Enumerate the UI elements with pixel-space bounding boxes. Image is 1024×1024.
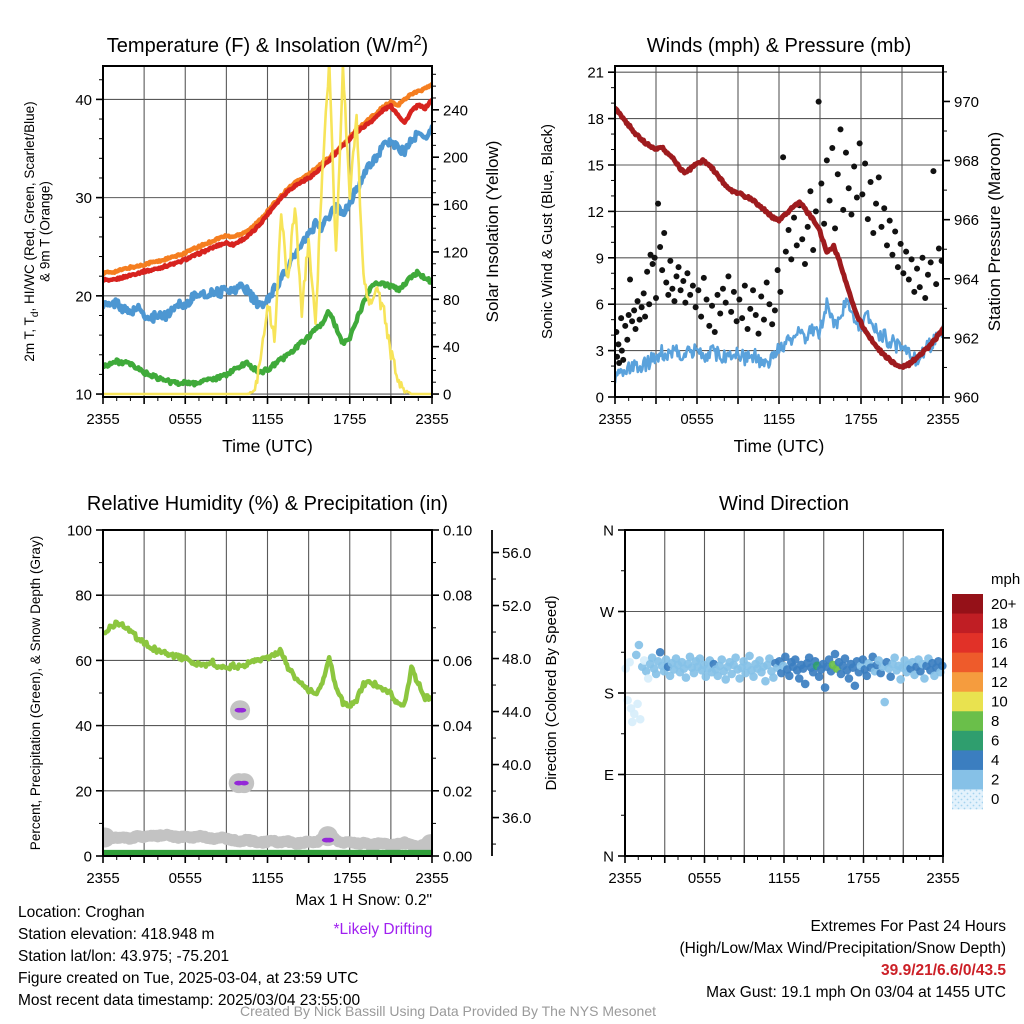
left-tick-label: 100 xyxy=(66,522,92,540)
chart-title: Wind Direction xyxy=(718,493,850,515)
right-tick-label: 960 xyxy=(954,389,980,407)
footer-latlon: Station lat/lon: 43.975; -75.201 xyxy=(18,948,230,965)
x-tick-label: 0555 xyxy=(168,411,202,428)
x-tick-label: 0555 xyxy=(680,411,714,428)
left-tick-label: 80 xyxy=(75,587,92,605)
left-tick-label: 40 xyxy=(75,91,92,109)
extremes-subtitle: (High/Low/Max Wind/Precipitation/Snow Depth) xyxy=(679,940,1006,957)
left-tick-label: 10 xyxy=(75,386,92,404)
third-tick-label: 56.0 xyxy=(502,545,532,563)
left-axis-title: 2m T, $T_d$, HI/WC (Red, Green, Scarlet/Blue) xyxy=(22,101,41,362)
right-tick-label: 240 xyxy=(443,102,469,120)
left-tick-label: 0 xyxy=(83,848,92,866)
third-tick-label: 52.0 xyxy=(502,598,532,616)
left-tick-label: 40 xyxy=(75,718,92,736)
colorbar-label: 12 xyxy=(991,673,1008,691)
right-tick-label: 40 xyxy=(443,339,460,357)
x-tick-label: 2355 xyxy=(86,411,120,428)
right-tick-label: 970 xyxy=(954,93,980,111)
left-tick-label: 60 xyxy=(75,652,92,670)
x-tick-label: 0555 xyxy=(168,870,202,887)
x-tick-label: 1755 xyxy=(333,870,367,887)
third-tick-label: 40.0 xyxy=(502,757,532,775)
x-tick-label: 1155 xyxy=(767,870,801,887)
left-tick-label: 9 xyxy=(595,250,604,268)
x-tick-label: 0555 xyxy=(687,870,722,887)
x-tick-label: 2355 xyxy=(86,870,120,887)
x-tick-label: 2355 xyxy=(926,870,960,887)
right-tick-label: 120 xyxy=(443,244,469,262)
max-snow-label: Max 1 H Snow: 0.2" xyxy=(295,892,432,909)
speed-colorbar xyxy=(952,571,1020,810)
x-tick-label: 2355 xyxy=(926,411,960,428)
extremes-values: 39.9/21/6.6/0/43.5 xyxy=(881,962,1006,979)
footer-location: Location: Croghan xyxy=(18,904,145,921)
credit-line: Created By Nick Bassill Using Data Provided By The NYS Mesonet xyxy=(239,1003,657,1019)
right-tick-label: 968 xyxy=(954,153,980,171)
footer-elevation: Station elevation: 418.948 m xyxy=(18,926,215,943)
right-tick-label: 966 xyxy=(954,212,980,230)
colorbar-label: 4 xyxy=(991,752,1000,770)
colorbar-label: 0 xyxy=(991,791,1000,809)
left-axis-title: Sonic Wind & Gust (Blue, Black) xyxy=(539,123,556,340)
wind-direction-chart xyxy=(543,493,1020,887)
left-axis-title: & 9m T (Orange) xyxy=(37,181,53,282)
left-axis-title: Percent, Precipitation (Green), & Snow Depth (Gray) xyxy=(28,535,43,851)
extremes-title: Extremes For Past 24 Hours xyxy=(810,918,1006,935)
right-tick-label: 0.06 xyxy=(443,652,473,670)
right-tick-label: 0.00 xyxy=(443,848,473,866)
footer-created: Figure created on Tue, 2025-03-04, at 23:59 UTC xyxy=(18,970,359,987)
humidity-precip-chart xyxy=(28,493,531,887)
colorbar-label: 20+ xyxy=(991,595,1017,613)
x-tick-label: 1155 xyxy=(251,870,284,887)
left-tick-label: N xyxy=(603,522,614,540)
right-tick-label: 962 xyxy=(954,330,980,348)
x-tick-label: 1155 xyxy=(251,411,284,428)
right-tick-label: 0.04 xyxy=(443,718,473,736)
x-tick-label: 2355 xyxy=(415,870,449,887)
x-tick-label: 1755 xyxy=(846,870,881,887)
left-tick-label: 20 xyxy=(75,288,92,306)
x-tick-label: 1155 xyxy=(762,411,796,428)
right-tick-label: 0.02 xyxy=(443,783,473,801)
colorbar-label: 14 xyxy=(991,654,1008,672)
colorbar-label: 6 xyxy=(991,732,1000,750)
left-tick-label: 3 xyxy=(595,343,604,361)
footer-timestamp: Most recent data timestamp: 2025/03/04 23:55:00 xyxy=(18,992,361,1009)
right-axis-title: Station Pressure (Maroon) xyxy=(985,131,1004,332)
left-tick-label: 18 xyxy=(587,111,604,129)
left-tick-label: E xyxy=(603,767,614,784)
chart-title: Temperature (F) & Insolation $(W/m^2)$ xyxy=(106,33,429,57)
right-tick-label: 0.10 xyxy=(443,522,473,540)
left-tick-label: 21 xyxy=(587,64,604,82)
left-tick-label: 6 xyxy=(595,296,604,314)
chart-title: Winds (mph) & Pressure (mb) xyxy=(646,35,912,57)
left-tick-label: 0 xyxy=(595,389,604,407)
temperature-insolation-chart xyxy=(22,33,502,456)
left-tick-label: S xyxy=(603,685,614,703)
right-tick-label: 200 xyxy=(443,149,469,167)
left-tick-label: 12 xyxy=(587,203,604,221)
colorbar-label: 8 xyxy=(991,713,1000,731)
winds-pressure-chart xyxy=(539,35,1004,456)
max-gust-label: Max Gust: 19.1 mph On 03/04 at 1455 UTC xyxy=(706,984,1006,1001)
colorbar-title: mph xyxy=(991,571,1021,588)
right-axis-title: Solar Insolation (Yellow) xyxy=(483,140,502,323)
chart-title: Relative Humidity (%) & Precipitation (in) xyxy=(86,493,449,515)
left-tick-label: 20 xyxy=(75,783,92,801)
colorbar-label: 10 xyxy=(991,693,1008,711)
colorbar-label: 18 xyxy=(991,615,1008,633)
third-tick-label: 36.0 xyxy=(502,810,532,828)
third-tick-label: 44.0 xyxy=(502,704,532,722)
x-tick-label: 2355 xyxy=(598,411,632,428)
left-tick-label: 30 xyxy=(75,190,92,208)
third-tick-label: 48.0 xyxy=(502,651,532,669)
right-tick-label: 0.08 xyxy=(443,587,473,605)
likely-drifting-label: *Likely Drifting xyxy=(333,921,433,938)
colorbar-label: 16 xyxy=(991,634,1008,652)
left-axis-title: Direction (Colored By Speed) xyxy=(543,595,560,791)
left-tick-label: 15 xyxy=(587,157,604,175)
x-tick-label: 2355 xyxy=(608,870,642,887)
x-axis-title: Time (UTC) xyxy=(733,436,825,456)
right-tick-label: 0 xyxy=(443,386,452,404)
x-tick-label: 1755 xyxy=(333,411,367,428)
right-tick-label: 160 xyxy=(443,197,469,215)
x-axis-title: Time (UTC) xyxy=(222,436,313,456)
x-tick-label: 2355 xyxy=(415,411,449,428)
right-tick-label: 80 xyxy=(443,291,460,309)
colorbar-label: 2 xyxy=(991,771,1000,789)
x-tick-label: 1755 xyxy=(844,411,878,428)
right-tick-label: 964 xyxy=(954,271,980,289)
left-tick-label: W xyxy=(599,604,614,621)
left-tick-label: N xyxy=(603,848,614,866)
